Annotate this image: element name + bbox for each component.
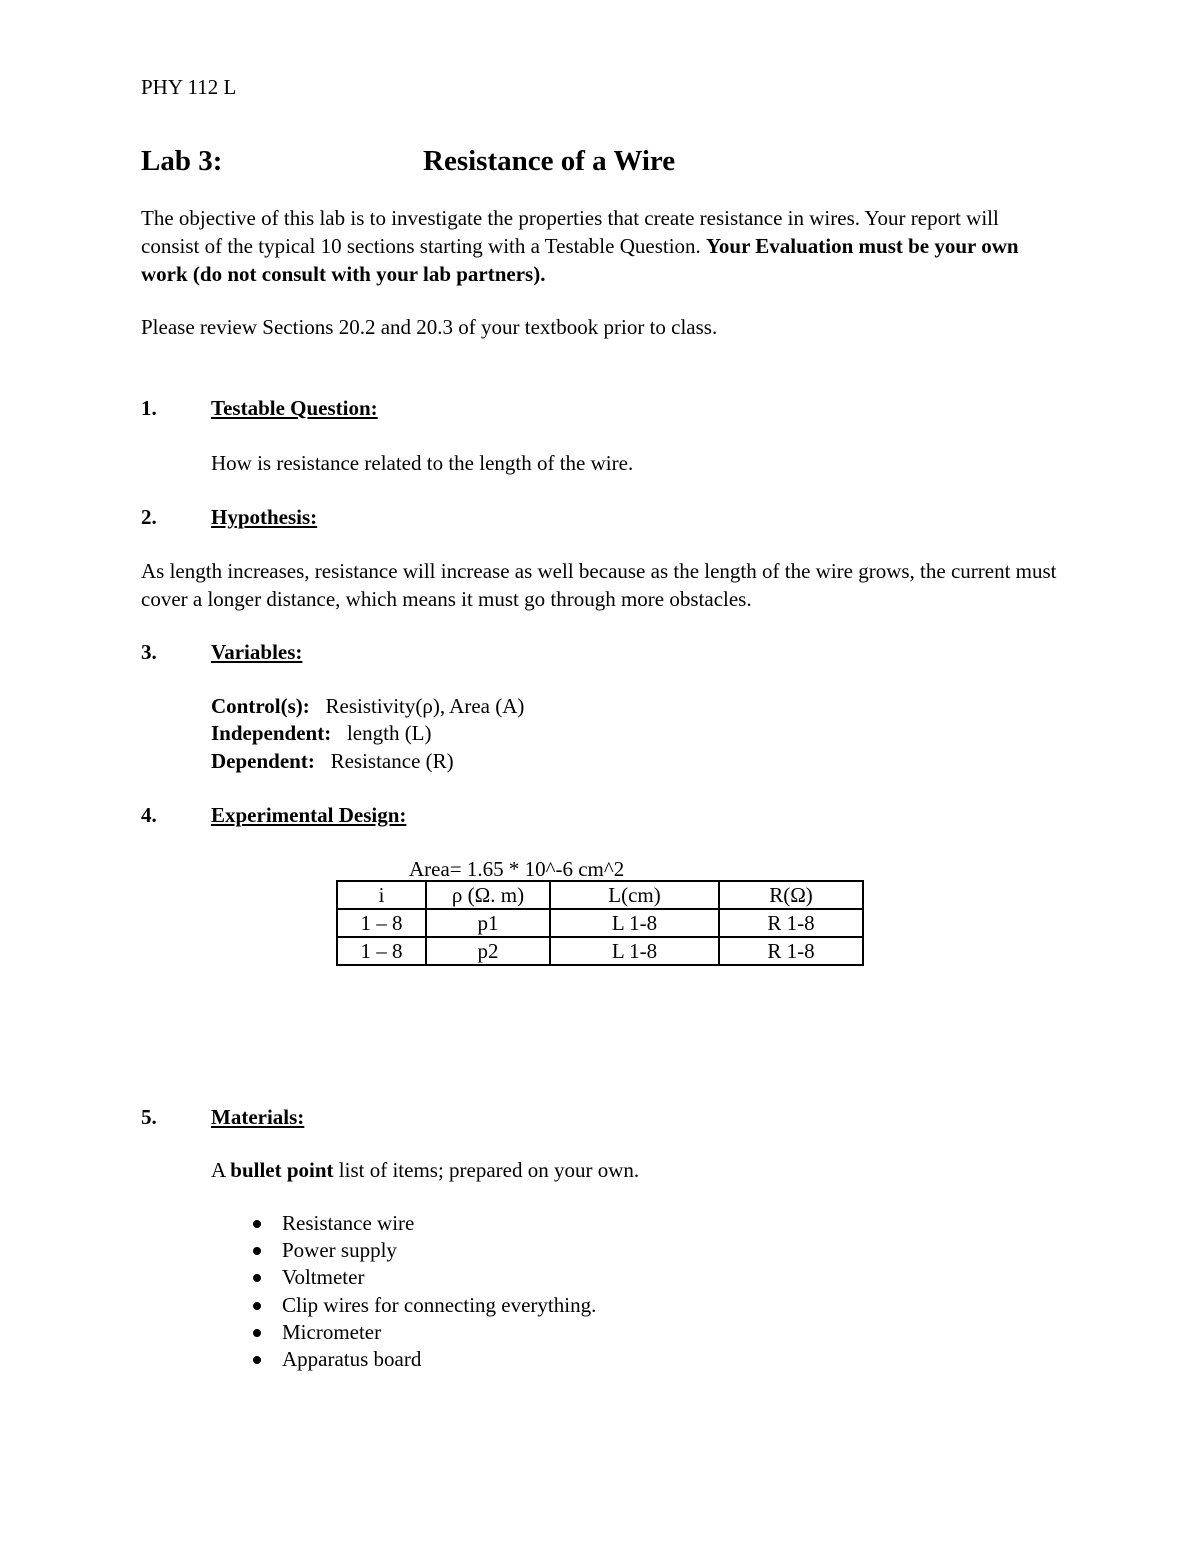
materials-intro-post: list of items; prepared on your own. <box>333 1158 640 1182</box>
list-item-label: Power supply <box>282 1238 397 1263</box>
course-header: PHY 112 L <box>141 75 237 99</box>
header-cell: R(Ω) <box>719 881 863 909</box>
experimental-design-table <box>336 880 864 966</box>
materials-intro-bold: bullet point <box>230 1158 334 1182</box>
list-item-label: Clip wires for connecting everything. <box>282 1292 597 1317</box>
section-1-number: 1. <box>141 396 157 420</box>
lab-number: Lab 3: <box>141 145 223 177</box>
list-item-label: Voltmeter <box>282 1265 365 1290</box>
dependent-variable <box>211 747 454 775</box>
table-row <box>337 909 863 937</box>
control-value: Resistivity(ρ), Area (A) <box>325 694 525 718</box>
bullet-icon <box>253 1247 261 1255</box>
control-variable <box>211 692 524 720</box>
section-5-heading: Materials: <box>211 1105 305 1129</box>
intro-text: The objective of this lab is to investigate the properties that create resistance in wires. Your report will consist of the typical 10 sections starting with a Testable Question. <box>141 206 999 258</box>
list-item-label: Resistance wire <box>282 1211 415 1235</box>
list-item <box>244 1209 596 1236</box>
bullet-icon <box>253 1220 261 1228</box>
section-4-number: 4. <box>141 803 157 827</box>
header-cell: L(cm) <box>550 881 719 909</box>
header-cell: i <box>337 881 426 909</box>
materials-list <box>244 1209 596 1372</box>
list-item-label: Micrometer <box>282 1319 382 1344</box>
section-1-heading: Testable Question: <box>211 396 378 420</box>
list-item <box>244 1318 596 1345</box>
list-item <box>244 1263 596 1290</box>
table-cell: p1 <box>426 909 550 937</box>
table-row <box>337 937 863 965</box>
table-cell: 1 – 8 <box>337 937 426 965</box>
section-4-heading: Experimental Design: <box>211 803 407 827</box>
intro-bold-note: Your Evaluation must be your own work (do not consult with your lab partners). <box>141 234 1019 286</box>
section-2-number: 2. <box>141 505 157 529</box>
bullet-icon <box>253 1274 261 1282</box>
dependent-label: Dependent: <box>211 749 315 773</box>
materials-intro <box>211 1156 639 1184</box>
area-caption: Area= 1.65 * 10^-6 cm^2 <box>409 857 625 881</box>
list-item <box>244 1291 596 1318</box>
table-header-row <box>337 881 863 909</box>
hypothesis-text: As length increases, resistance will increase as well because as the length of the wire grows, the current must cover a longer distance, which means it must go through more obstacles. <box>141 559 1057 611</box>
table-cell: L 1-8 <box>550 909 719 937</box>
independent-variable <box>211 719 432 747</box>
bullet-icon <box>253 1302 261 1310</box>
bullet-icon <box>253 1356 261 1364</box>
review-note: Please review Sections 20.2 and 20.3 of your textbook prior to class. <box>141 315 718 339</box>
dependent-value: Resistance (R) <box>330 749 454 773</box>
list-item <box>244 1236 596 1263</box>
table-cell: 1 – 8 <box>337 909 426 937</box>
independent-value: length (L) <box>346 721 432 745</box>
bullet-icon <box>253 1329 261 1337</box>
table-cell: R 1-8 <box>719 937 863 965</box>
intro-paragraph <box>141 204 1061 288</box>
table-cell: R 1-8 <box>719 909 863 937</box>
table-cell: p2 <box>426 937 550 965</box>
control-label: Control(s): <box>211 694 310 718</box>
testable-question: How is resistance related to the length of the wire. <box>211 451 634 475</box>
table-cell: L 1-8 <box>550 937 719 965</box>
section-5-number: 5. <box>141 1105 157 1129</box>
materials-intro-pre: A <box>211 1158 231 1182</box>
list-item-label: Apparatus board <box>282 1346 422 1371</box>
independent-label: Independent: <box>211 721 332 745</box>
section-2-heading: Hypothesis: <box>211 505 318 529</box>
section-3-number: 3. <box>141 640 157 664</box>
list-item <box>244 1345 596 1372</box>
header-cell: ρ (Ω. m) <box>426 881 550 909</box>
section-3-heading: Variables: <box>211 640 303 664</box>
lab-title: Resistance of a Wire <box>423 145 676 177</box>
